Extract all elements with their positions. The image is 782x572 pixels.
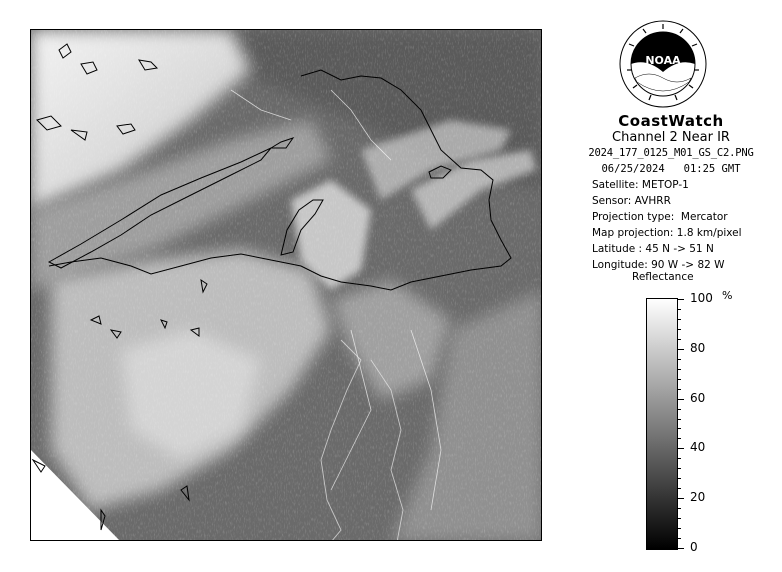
noaa-logo-icon [619, 20, 707, 108]
meta-map-projection: Map projection: 1.8 km/pixel [592, 227, 742, 239]
meta-latitude: Latitude : 45 N -> 51 N [592, 243, 714, 255]
colorbar-tick-mark [678, 369, 681, 370]
colorbar-tick-mark [678, 448, 684, 449]
colorbar-tick-mark [678, 528, 681, 529]
colorbar-tick-label: 60 [690, 390, 706, 405]
colorbar-tick-mark [678, 488, 681, 489]
colorbar-tick-mark [678, 349, 684, 350]
colorbar-tick-label: 40 [690, 440, 706, 455]
colorbar-tick-mark [678, 359, 681, 360]
colorbar-tick-mark [678, 518, 681, 519]
reflectance-colorbar [646, 298, 678, 550]
colorbar-tick-mark [678, 339, 681, 340]
meta-longitude: Longitude: 90 W -> 82 W [592, 259, 725, 271]
colorbar-tick-label: 80 [690, 340, 706, 355]
panel-filename: 2024_177_0125_M01_GS_C2.PNG [588, 147, 754, 159]
colorbar-tick-label: 0 [690, 540, 698, 554]
colorbar-tick-label: 100 [690, 291, 713, 305]
colorbar-tick-mark [678, 309, 681, 310]
colorbar-tick-mark [678, 399, 684, 400]
colorbar-tick-mark [678, 438, 681, 439]
noaa-logo-text: NOAA [645, 54, 681, 67]
colorbar-tick-mark [678, 389, 681, 390]
panel-title: CoastWatch [618, 112, 724, 130]
colorbar-tick-mark [678, 498, 684, 499]
colorbar-tick-mark [678, 508, 681, 509]
colorbar-tick-mark [678, 329, 681, 330]
colorbar-tick-mark [678, 379, 681, 380]
colorbar-tick-mark [678, 299, 684, 300]
colorbar-tick-mark [678, 548, 684, 549]
panel-subtitle: Channel 2 Near IR [612, 130, 730, 145]
colorbar-tick-label: 20 [690, 490, 706, 505]
colorbar-tick-mark [678, 419, 681, 420]
colorbar-tick-mark [678, 319, 681, 320]
legend-unit: % [722, 289, 733, 302]
colorbar-tick-mark [678, 409, 681, 410]
meta-sensor: Sensor: AVHRR [592, 195, 671, 207]
meta-satellite: Satellite: METOP-1 [592, 179, 689, 191]
colorbar-tick-mark [678, 428, 681, 429]
legend-title: Reflectance [632, 271, 694, 283]
meta-projection-type: Projection type: Mercator [592, 211, 728, 223]
colorbar-tick-mark [678, 478, 681, 479]
colorbar-tick-mark [678, 468, 681, 469]
colorbar-tick-mark [678, 458, 681, 459]
panel-datetime: 06/25/2024 01:25 GMT [601, 163, 741, 175]
colorbar-tick-mark [678, 538, 681, 539]
satellite-map [30, 29, 542, 541]
satellite-image [31, 30, 542, 541]
